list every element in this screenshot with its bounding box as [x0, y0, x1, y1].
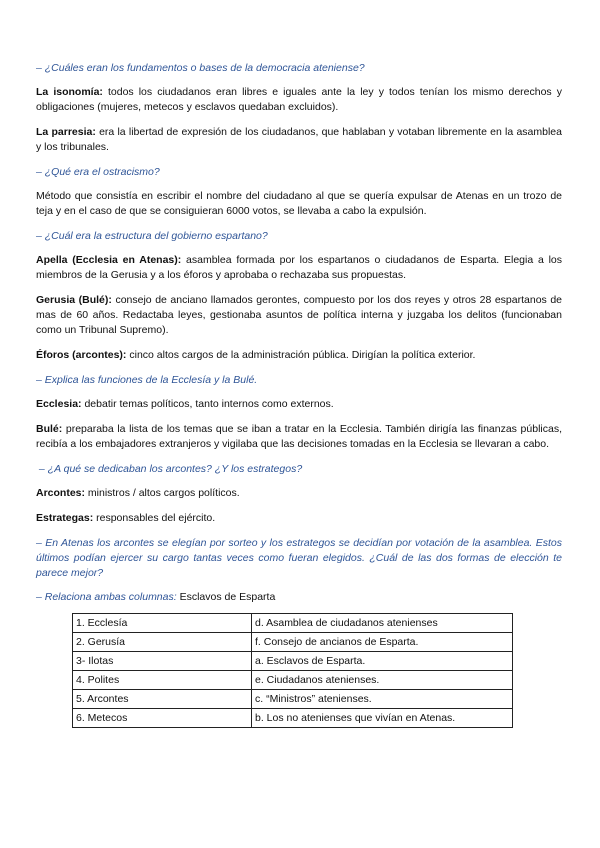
table-cell-left: 5. Arcontes: [73, 690, 252, 709]
table-row: [73, 614, 513, 633]
answer-gerusia: [36, 293, 562, 338]
question-6: – En Atenas los arcontes se elegían por sorteo y los estrategos se decidían por votación de la asamblea. Estos últimos podían ejercer su cargo tantas veces como fueran elegidos. ¿Cuál de las dos formas de elección te parece mejor?: [36, 537, 562, 579]
answer-estrategas: [36, 511, 562, 526]
table-cell-right: a. Esclavos de Esparta.: [252, 652, 513, 671]
table-cell-left: 1. Ecclesía: [73, 614, 252, 633]
term-ecclesia: Ecclesia:: [36, 398, 82, 410]
answer-bule: [36, 422, 562, 452]
matching-table: [72, 613, 513, 728]
answer-ostracismo: Método que consistía en escribir el nombre del ciudadano al que se quería expulsar de Atenas en un trozo de teja y en el caso de que se consiguieran 6000 votos, se llevaba a cabo la expulsión.: [36, 190, 562, 217]
question-1: – ¿Cuáles eran los fundamentos o bases de la democracia ateniense?: [36, 62, 365, 74]
answer-arcontes: [36, 486, 562, 501]
table-row: [73, 709, 513, 728]
text-arcontes: ministros / altos cargos políticos.: [85, 487, 240, 499]
table-cell-left: 2. Gerusía: [73, 633, 252, 652]
table-cell-left: 4. Polites: [73, 671, 252, 690]
text-estrategas: responsables del ejército.: [93, 512, 216, 524]
text-ecclesia: debatir temas políticos, tanto internos como externos.: [81, 398, 334, 410]
question-3: – ¿Cuál era la estructura del gobierno espartano?: [36, 230, 268, 242]
table-row: [73, 671, 513, 690]
table-cell-left: 6. Metecos: [73, 709, 252, 728]
term-gerusia: Gerusia (Bulé):: [36, 294, 112, 306]
question-4: – Explica las funciones de la Ecclesía y la Bulé.: [36, 374, 258, 386]
term-arcontes: Arcontes:: [36, 487, 86, 499]
table-cell-right: d. Asamblea de ciudadanos atenienses: [252, 614, 513, 633]
table-row: [73, 690, 513, 709]
term-eforos: Éforos (arcontes):: [36, 349, 127, 361]
question-7: [36, 590, 562, 605]
term-apella: Apella (Ecclesia en Atenas):: [36, 254, 182, 266]
question-7-prompt: – Relaciona ambas columnas:: [36, 591, 177, 603]
table-row: [73, 652, 513, 671]
term-bule: Bulé:: [36, 423, 63, 435]
answer-parresia: [36, 125, 562, 155]
document-content: [36, 61, 562, 728]
text-bule: preparaba la lista de los temas que se iban a tratar en la Ecclesia. También dirigía las finanzas públicas, recibía a los embajadores extranjeros y vigilaba que las decisiones tomadas en la Ecclesia se llevaran a cabo.: [36, 423, 562, 450]
term-isonomia: La isonomía:: [36, 86, 103, 98]
answer-isonomia: [36, 85, 562, 115]
question-2: – ¿Qué era el ostracismo?: [36, 166, 160, 178]
term-parresia: La parresia:: [36, 126, 96, 138]
table-cell-right: c. “Ministros” atenienses.: [252, 690, 513, 709]
text-apella: asamblea formada por los espartanos o ciudadanos de Esparta. Elegia a los miembros de la Gerusia y a los éforos y aprobaba o rechazaba sus propuestas.: [36, 254, 562, 281]
text-eforos: cinco altos cargos de la administración pública. Dirigían la política exterior.: [126, 349, 476, 361]
answer-eforos: [36, 348, 562, 363]
table-row: [73, 633, 513, 652]
text-gerusia: consejo de anciano llamados gerontes, compuesto por los dos reyes y otros 28 espartanos de mas de 60 años. Redactaba leyes, gestionaba asuntos de política interna y juzgaba los delitos (funcionaban como un Tribunal Supremo).: [36, 294, 563, 336]
table-cell-right: b. Los no atenienses que vivían en Atenas.: [252, 709, 513, 728]
table-cell-right: e. Ciudadanos atenienses.: [252, 671, 513, 690]
answer-apella: [36, 253, 562, 283]
question-5: – ¿A qué se dedicaban los arcontes? ¿Y los estrategos?: [36, 463, 303, 475]
answer-ecclesia: [36, 397, 562, 412]
table-cell-right: f. Consejo de ancianos de Esparta.: [252, 633, 513, 652]
table-cell-left: 3- Ilotas: [73, 652, 252, 671]
term-estrategas: Estrategas:: [36, 512, 94, 524]
question-7-answer: Esclavos de Esparta: [176, 591, 276, 603]
text-isonomia: todos los ciudadanos eran libres e iguales ante la ley y todos tenían los mismo derechos y obligaciones (mujeres, metecos y esclavos quedaban excluidos).: [36, 86, 562, 113]
text-parresia: era la libertad de expresión de los ciudadanos, que hablaban y votaban libremente en la asamblea y los tribunales.: [36, 126, 562, 153]
